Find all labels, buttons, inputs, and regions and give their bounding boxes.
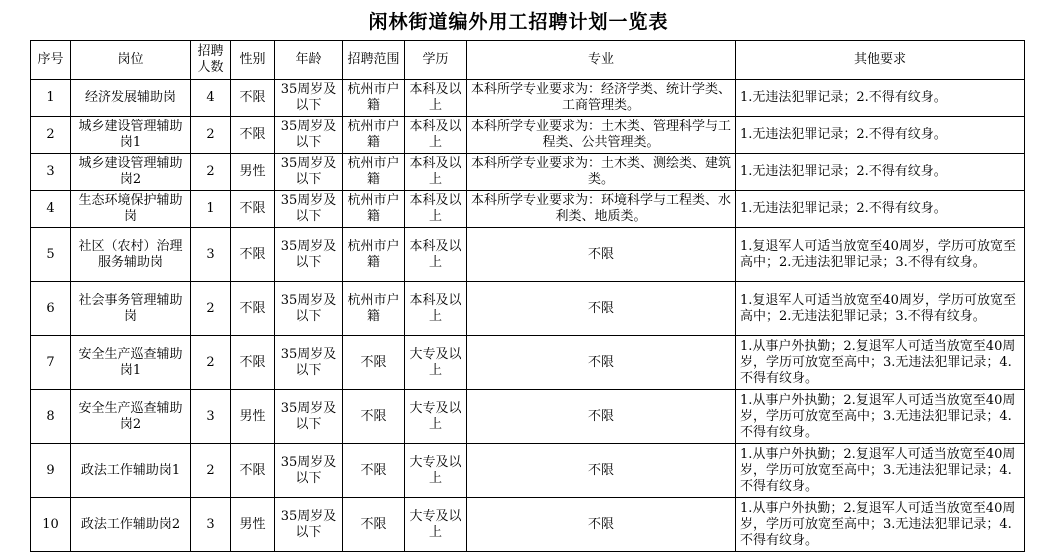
cell-major — [467, 336, 736, 390]
cell-text-gender: 不限 — [239, 246, 266, 262]
table-row — [31, 117, 1025, 154]
cell-text-no: 5 — [46, 246, 55, 262]
cell-text-major: 本科所学专业要求为：土木类、管理科学与工程类、公共管理类。 — [470, 119, 731, 150]
cell-text-edu: 大专及以上 — [409, 346, 462, 378]
cell-text-major: 不限 — [587, 408, 614, 424]
cell-major — [467, 228, 736, 282]
cell-gender — [231, 191, 275, 228]
cell-no — [31, 191, 71, 228]
cell-text-no: 3 — [46, 164, 55, 179]
cell-edu — [405, 228, 467, 282]
cell-age — [275, 498, 343, 552]
page-title: 闲林街道编外用工招聘计划一览表 — [368, 11, 669, 33]
cell-text-age: 35周岁及以下 — [280, 346, 337, 378]
cell-other — [736, 336, 1025, 390]
cell-post — [71, 444, 191, 498]
cell-text-other: 1.无违法犯罪记录；2.不得有纹身。 — [740, 127, 947, 142]
cell-text-post: 安全生产巡查辅助岗2 — [78, 400, 183, 432]
cell-count — [191, 80, 231, 117]
cell-text-count: 2 — [206, 354, 215, 370]
cell-text-age: 35周岁及以下 — [280, 238, 337, 270]
cell-text-gender: 男性 — [239, 516, 266, 532]
table-row — [31, 228, 1025, 282]
cell-post — [71, 336, 191, 390]
cell-no — [31, 336, 71, 390]
cell-text-post: 生态环境保护辅助岗 — [78, 193, 183, 224]
cell-text-gender: 不限 — [239, 201, 266, 216]
cell-gender — [231, 498, 275, 552]
cell-text-other: 1.从事户外执勤；2.复退军人可适当放宽至40周岁，学历可放宽至高中；3.无违法犯罪记录；4.不得有纹身。 — [740, 446, 1016, 494]
header-age: 年龄 — [275, 41, 343, 80]
cell-other — [736, 228, 1025, 282]
header-count: 招聘人数 — [191, 41, 231, 80]
cell-text-age: 35周岁及以下 — [280, 156, 337, 187]
cell-post — [71, 117, 191, 154]
cell-count — [191, 282, 231, 336]
cell-text-scope: 不限 — [360, 462, 387, 478]
cell-major — [467, 498, 736, 552]
cell-text-other: 1.无违法犯罪记录；2.不得有纹身。 — [740, 90, 947, 105]
cell-text-scope: 杭州市户籍 — [347, 238, 400, 270]
cell-text-scope: 杭州市户籍 — [347, 119, 400, 150]
cell-text-scope: 杭州市户籍 — [347, 156, 400, 187]
cell-text-scope: 杭州市户籍 — [347, 292, 400, 324]
cell-count — [191, 191, 231, 228]
cell-no — [31, 154, 71, 191]
cell-age — [275, 117, 343, 154]
cell-scope — [343, 336, 405, 390]
cell-edu — [405, 498, 467, 552]
cell-text-other: 1.无违法犯罪记录；2.不得有纹身。 — [740, 164, 947, 179]
cell-text-no: 4 — [46, 201, 55, 216]
cell-age — [275, 282, 343, 336]
cell-text-major: 本科所学专业要求为：土木类、测绘类、建筑类。 — [470, 156, 731, 187]
cell-text-edu: 大专及以上 — [409, 508, 462, 540]
cell-edu — [405, 117, 467, 154]
cell-gender — [231, 80, 275, 117]
cell-text-other: 1.从事户外执勤；2.复退军人可适当放宽至40周岁，学历可放宽至高中；3.无违法犯罪记录；4.不得有纹身。 — [740, 338, 1016, 386]
cell-text-edu: 大专及以上 — [409, 454, 462, 486]
cell-other — [736, 498, 1025, 552]
cell-gender — [231, 117, 275, 154]
cell-no — [31, 444, 71, 498]
cell-text-no: 8 — [46, 408, 55, 424]
cell-text-no: 9 — [46, 462, 55, 478]
cell-other — [736, 117, 1025, 154]
cell-scope — [343, 154, 405, 191]
cell-text-count: 2 — [206, 127, 215, 142]
cell-text-count: 2 — [206, 462, 215, 478]
cell-gender — [231, 336, 275, 390]
cell-age — [275, 390, 343, 444]
cell-scope — [343, 191, 405, 228]
cell-count — [191, 154, 231, 191]
cell-text-major: 本科所学专业要求为：环境科学与工程类、水利类、地质类。 — [470, 193, 731, 224]
cell-text-scope: 杭州市户籍 — [347, 193, 400, 224]
cell-major — [467, 390, 736, 444]
cell-count — [191, 390, 231, 444]
cell-edu — [405, 80, 467, 117]
cell-scope — [343, 390, 405, 444]
cell-text-scope: 不限 — [360, 354, 387, 370]
cell-text-edu: 本科及以上 — [409, 193, 462, 224]
cell-text-age: 35周岁及以下 — [280, 400, 337, 432]
cell-text-count: 3 — [206, 516, 215, 532]
cell-text-count: 3 — [206, 246, 215, 262]
cell-text-edu: 本科及以上 — [409, 82, 462, 113]
header-edu: 学历 — [405, 41, 467, 80]
cell-age — [275, 228, 343, 282]
cell-post — [71, 154, 191, 191]
cell-scope — [343, 498, 405, 552]
cell-text-edu: 本科及以上 — [409, 119, 462, 150]
cell-text-edu: 大专及以上 — [409, 400, 462, 432]
table-row — [31, 154, 1025, 191]
cell-no — [31, 228, 71, 282]
cell-other — [736, 282, 1025, 336]
cell-text-count: 1 — [206, 201, 215, 216]
cell-edu — [405, 444, 467, 498]
cell-count — [191, 117, 231, 154]
cell-major — [467, 282, 736, 336]
cell-count — [191, 336, 231, 390]
cell-no — [31, 117, 71, 154]
cell-text-post: 社区（农村）治理服务辅助岗 — [78, 238, 183, 270]
table-row — [31, 336, 1025, 390]
cell-post — [71, 191, 191, 228]
cell-text-edu: 本科及以上 — [409, 238, 462, 270]
cell-count — [191, 498, 231, 552]
cell-edu — [405, 390, 467, 444]
table-row — [31, 282, 1025, 336]
cell-count — [191, 444, 231, 498]
cell-text-count: 4 — [206, 90, 215, 105]
cell-other — [736, 154, 1025, 191]
cell-other — [736, 444, 1025, 498]
cell-text-no: 10 — [42, 516, 59, 532]
cell-text-age: 35周岁及以下 — [280, 454, 337, 486]
cell-age — [275, 444, 343, 498]
cell-text-post: 城乡建设管理辅助岗2 — [78, 156, 183, 187]
cell-text-scope: 杭州市户籍 — [347, 82, 400, 113]
cell-major — [467, 191, 736, 228]
cell-text-gender: 不限 — [239, 354, 266, 370]
cell-age — [275, 336, 343, 390]
cell-scope — [343, 228, 405, 282]
cell-text-edu: 本科及以上 — [409, 156, 462, 187]
cell-text-gender: 不限 — [239, 462, 266, 478]
cell-no — [31, 282, 71, 336]
cell-other — [736, 390, 1025, 444]
cell-text-scope: 不限 — [360, 408, 387, 424]
cell-text-other: 1.从事户外执勤；2.复退军人可适当放宽至40周岁，学历可放宽至高中；3.无违法犯罪记录；4.不得有纹身。 — [740, 500, 1016, 548]
cell-other — [736, 80, 1025, 117]
cell-post — [71, 80, 191, 117]
cell-major — [467, 117, 736, 154]
cell-post — [71, 228, 191, 282]
cell-text-major: 不限 — [587, 246, 614, 262]
header-other: 其他要求 — [736, 41, 1025, 80]
cell-edu — [405, 282, 467, 336]
cell-gender — [231, 228, 275, 282]
cell-age — [275, 80, 343, 117]
cell-edu — [405, 191, 467, 228]
cell-text-major: 本科所学专业要求为：经济学类、统计学类、工商管理类。 — [470, 82, 731, 113]
cell-text-post: 经济发展辅助岗 — [84, 90, 176, 105]
cell-text-post: 安全生产巡查辅助岗1 — [78, 346, 183, 378]
cell-text-other: 1.从事户外执勤；2.复退军人可适当放宽至40周岁，学历可放宽至高中；3.无违法犯罪记录；4.不得有纹身。 — [740, 392, 1016, 440]
cell-post — [71, 498, 191, 552]
cell-text-no: 1 — [46, 90, 55, 105]
cell-no — [31, 498, 71, 552]
cell-edu — [405, 336, 467, 390]
cell-major — [467, 80, 736, 117]
cell-post — [71, 282, 191, 336]
cell-text-post: 城乡建设管理辅助岗1 — [78, 119, 183, 150]
cell-text-post: 政法工作辅助岗2 — [80, 516, 181, 532]
cell-text-other: 1.复退军人可适当放宽至40周岁，学历可放宽至高中；2.无违法犯罪记录；3.不得有纹身。 — [740, 292, 1016, 324]
cell-gender — [231, 282, 275, 336]
cell-text-count: 2 — [206, 300, 215, 316]
cell-text-no: 2 — [46, 127, 55, 142]
cell-scope — [343, 444, 405, 498]
cell-text-age: 35周岁及以下 — [280, 193, 337, 224]
cell-text-age: 35周岁及以下 — [280, 292, 337, 324]
cell-scope — [343, 80, 405, 117]
cell-text-gender: 男性 — [239, 164, 266, 179]
cell-scope — [343, 117, 405, 154]
cell-age — [275, 191, 343, 228]
cell-other — [736, 191, 1025, 228]
table-row — [31, 444, 1025, 498]
cell-text-post: 社会事务管理辅助岗 — [78, 292, 183, 324]
cell-post — [71, 390, 191, 444]
cell-text-count: 2 — [206, 164, 215, 179]
cell-text-major: 不限 — [587, 516, 614, 532]
header-scope: 招聘范围 — [343, 41, 405, 80]
cell-scope — [343, 282, 405, 336]
cell-gender — [231, 390, 275, 444]
cell-text-scope: 不限 — [360, 516, 387, 532]
cell-text-age: 35周岁及以下 — [280, 82, 337, 113]
cell-text-major: 不限 — [587, 300, 614, 316]
cell-major — [467, 154, 736, 191]
recruitment-table — [30, 40, 1025, 552]
table-row — [31, 191, 1025, 228]
header-major: 专业 — [467, 41, 736, 80]
cell-edu — [405, 154, 467, 191]
cell-text-gender: 不限 — [239, 127, 266, 142]
cell-gender — [231, 154, 275, 191]
header-post: 岗位 — [71, 41, 191, 80]
cell-text-other: 1.无违法犯罪记录；2.不得有纹身。 — [740, 201, 947, 216]
cell-text-no: 6 — [46, 300, 55, 316]
cell-text-major: 不限 — [587, 354, 614, 370]
cell-major — [467, 444, 736, 498]
cell-no — [31, 80, 71, 117]
header-no: 序号 — [31, 41, 71, 80]
cell-no — [31, 390, 71, 444]
table-row — [31, 80, 1025, 117]
table-row — [31, 390, 1025, 444]
cell-count — [191, 228, 231, 282]
cell-text-age: 35周岁及以下 — [280, 508, 337, 540]
cell-text-no: 7 — [46, 354, 55, 370]
cell-text-other: 1.复退军人可适当放宽至40周岁，学历可放宽至高中；2.无违法犯罪记录；3.不得有纹身。 — [740, 238, 1016, 270]
cell-age — [275, 154, 343, 191]
header-gender: 性别 — [231, 41, 275, 80]
cell-text-gender: 男性 — [239, 408, 266, 424]
cell-gender — [231, 444, 275, 498]
cell-text-gender: 不限 — [239, 90, 266, 105]
table-row — [31, 498, 1025, 552]
cell-text-edu: 本科及以上 — [409, 292, 462, 324]
cell-text-count: 3 — [206, 408, 215, 424]
cell-text-gender: 不限 — [239, 300, 266, 316]
table-header-row — [31, 41, 1025, 80]
cell-text-major: 不限 — [587, 462, 614, 478]
cell-text-post: 政法工作辅助岗1 — [80, 462, 181, 478]
cell-text-age: 35周岁及以下 — [280, 119, 337, 150]
